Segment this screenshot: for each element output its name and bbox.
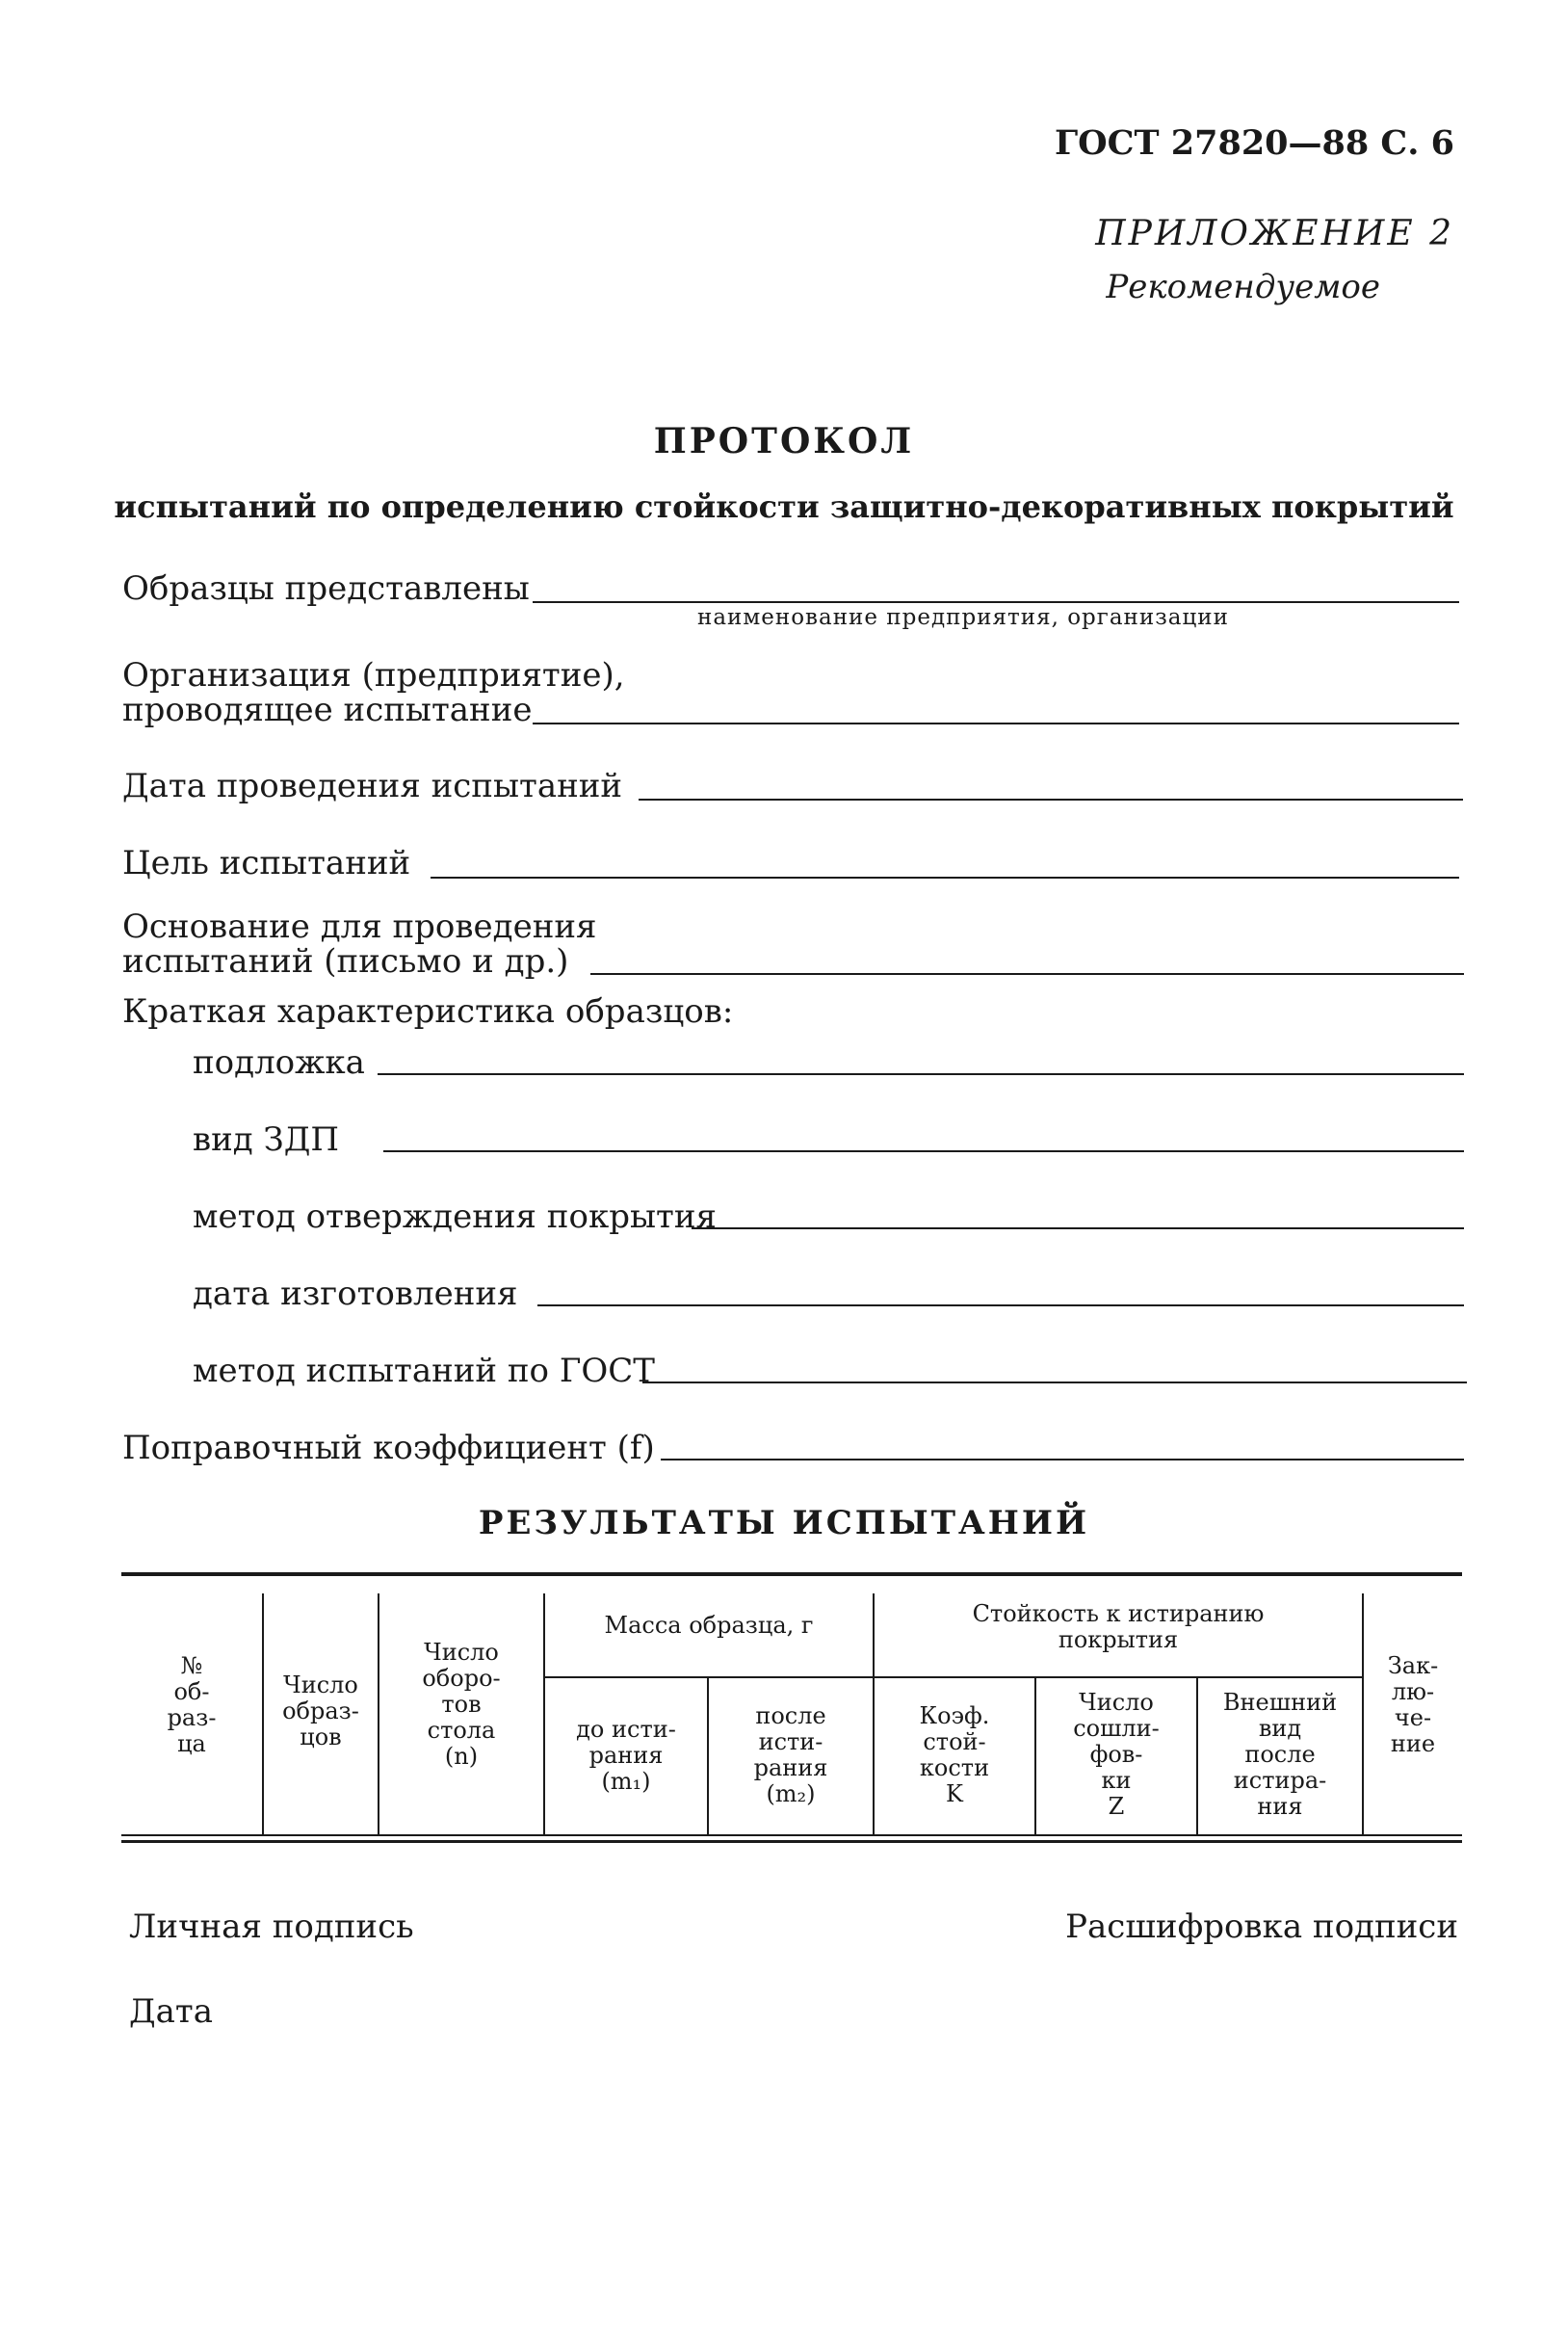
test-goal-label: Цель испытаний xyxy=(122,844,411,882)
col-resistance-coefficient: Коэф. стой- кости K xyxy=(919,1702,990,1807)
test-date-label: Дата проведения испытаний xyxy=(122,767,623,805)
manufacture-date-field[interactable] xyxy=(537,1304,1464,1306)
basis-field[interactable] xyxy=(590,973,1464,975)
signature-decoding-label: Расшифровка подписи xyxy=(1065,1908,1458,1946)
test-goal-field[interactable] xyxy=(431,877,1459,879)
test-date-field[interactable] xyxy=(639,799,1463,801)
test-method-label: метод испытаний по ГОСТ xyxy=(193,1352,655,1390)
col-table-revolutions: Число oборо- тов стола (n) xyxy=(422,1639,501,1770)
samples-presented-label: Образцы представлены xyxy=(122,569,530,608)
table-top-rule xyxy=(121,1572,1462,1576)
substrate-field[interactable] xyxy=(378,1073,1464,1075)
table-bottom-rule-double xyxy=(121,1840,1462,1843)
samples-presented-field[interactable] xyxy=(533,601,1459,603)
col-group-abrasion-resistance: Стойкость к истиранию покрытия xyxy=(972,1600,1265,1653)
basis-label-line1: Основание для проведения xyxy=(122,908,597,946)
table-group-rule xyxy=(873,1676,1362,1678)
samples-presented-hint: наименование предприятия, организации xyxy=(697,605,1229,630)
col-grinding-count: Число сошли- фов- ки Z xyxy=(1073,1689,1160,1820)
col-sample-count: Число образ- цов xyxy=(282,1671,359,1750)
col-mass-after: после исти- рания (m₂) xyxy=(753,1702,828,1807)
page-subtitle: испытаний по определению стойкости защитно-декоративных покрытий xyxy=(114,488,1454,525)
basis-label-line2: испытаний (письмо и др.) xyxy=(122,942,569,981)
table-group-rule xyxy=(543,1676,875,1678)
col-appearance-after: Внешний вид после истира- ния xyxy=(1222,1689,1338,1820)
document-code: ГОСТ 27820—88 С. 6 xyxy=(1055,123,1454,163)
curing-method-field[interactable] xyxy=(692,1227,1464,1229)
substrate-label: подложка xyxy=(193,1043,365,1082)
col-mass-before: до исти- рания (m₁) xyxy=(576,1716,676,1795)
results-table xyxy=(121,1572,1462,1844)
col-group-sample-mass: Масса образца, г xyxy=(604,1612,814,1639)
test-method-field[interactable] xyxy=(642,1382,1467,1383)
organization-label-line1: Организация (предприятие), xyxy=(122,656,625,695)
coating-type-label: вид ЗДП xyxy=(193,1120,340,1159)
appendix-title: ПРИЛОЖЕНИЕ 2 xyxy=(1095,214,1454,253)
correction-factor-label: Поправочный коэффициент (f) xyxy=(122,1429,655,1467)
results-title: РЕЗУЛЬТАТЫ ИСПЫТАНИЙ xyxy=(478,1504,1090,1542)
personal-signature-label: Личная подпись xyxy=(129,1908,414,1946)
coating-type-field[interactable] xyxy=(383,1150,1464,1152)
organization-field[interactable] xyxy=(533,723,1459,724)
date-label: Дата xyxy=(129,1992,213,2031)
manufacture-date-label: дата изготовления xyxy=(193,1275,518,1313)
page-title: ПРОТОКОЛ xyxy=(653,421,915,461)
col-conclusion: Зак- лю- че- ние xyxy=(1387,1652,1439,1757)
brief-characteristics-label: Краткая характеристика образцов: xyxy=(122,992,734,1031)
correction-factor-field[interactable] xyxy=(661,1459,1464,1460)
curing-method-label: метод отверждения покрытия xyxy=(193,1197,717,1236)
col-sample-number: № об- раз- ца xyxy=(167,1652,217,1757)
table-bottom-rule xyxy=(121,1834,1462,1836)
appendix-note: Рекомендуемое xyxy=(1106,268,1380,306)
organization-label-line2: проводящее испытание xyxy=(122,691,533,729)
